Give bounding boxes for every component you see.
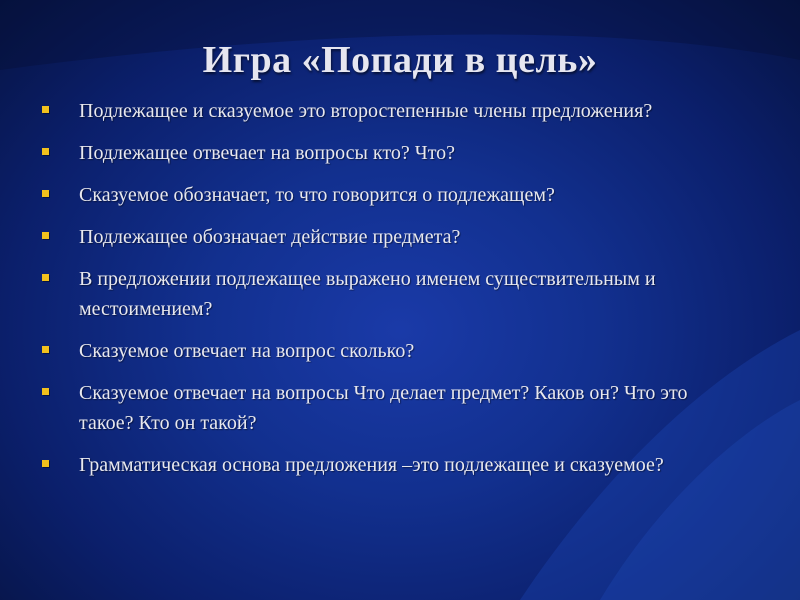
bullet-item: [42, 450, 732, 480]
bullet-list: [42, 96, 732, 492]
bullet-text: В предложении подлежащее выражено именем существительным и местоимением?: [79, 268, 656, 320]
slide-title: Игра «Попади в цель»: [202, 39, 598, 81]
bullet-text: Сказуемое обозначает, то что говорится о подлежащем?: [79, 184, 555, 206]
square-bullet-icon: [42, 274, 49, 281]
bullet-item: [42, 180, 732, 210]
bullet-item: [42, 222, 732, 252]
bullet-text: Сказуемое отвечает на вопрос сколько?: [79, 340, 415, 362]
bullet-text: Подлежащее обозначает действие предмета?: [79, 226, 461, 248]
square-bullet-icon: [42, 460, 49, 467]
bullet-item: [42, 138, 732, 168]
square-bullet-icon: [42, 232, 49, 239]
bullet-text: Сказуемое отвечает на вопросы Что делает предмет? Каков он? Что это такое? Кто он такой?: [79, 382, 688, 434]
bullet-item: [42, 378, 732, 438]
square-bullet-icon: [42, 346, 49, 353]
square-bullet-icon: [42, 148, 49, 155]
bullet-text: Грамматическая основа предложения –это подлежащее и сказуемое?: [79, 454, 664, 476]
bullet-text: Подлежащее и сказуемое это второстепенные члены предложения?: [79, 100, 653, 122]
bullet-text: Подлежащее отвечает на вопросы кто? Что?: [79, 142, 456, 164]
square-bullet-icon: [42, 106, 49, 113]
bullet-item: [42, 336, 732, 366]
square-bullet-icon: [42, 388, 49, 395]
bullet-item: [42, 96, 732, 126]
bullet-item: [42, 264, 732, 324]
square-bullet-icon: [42, 190, 49, 197]
